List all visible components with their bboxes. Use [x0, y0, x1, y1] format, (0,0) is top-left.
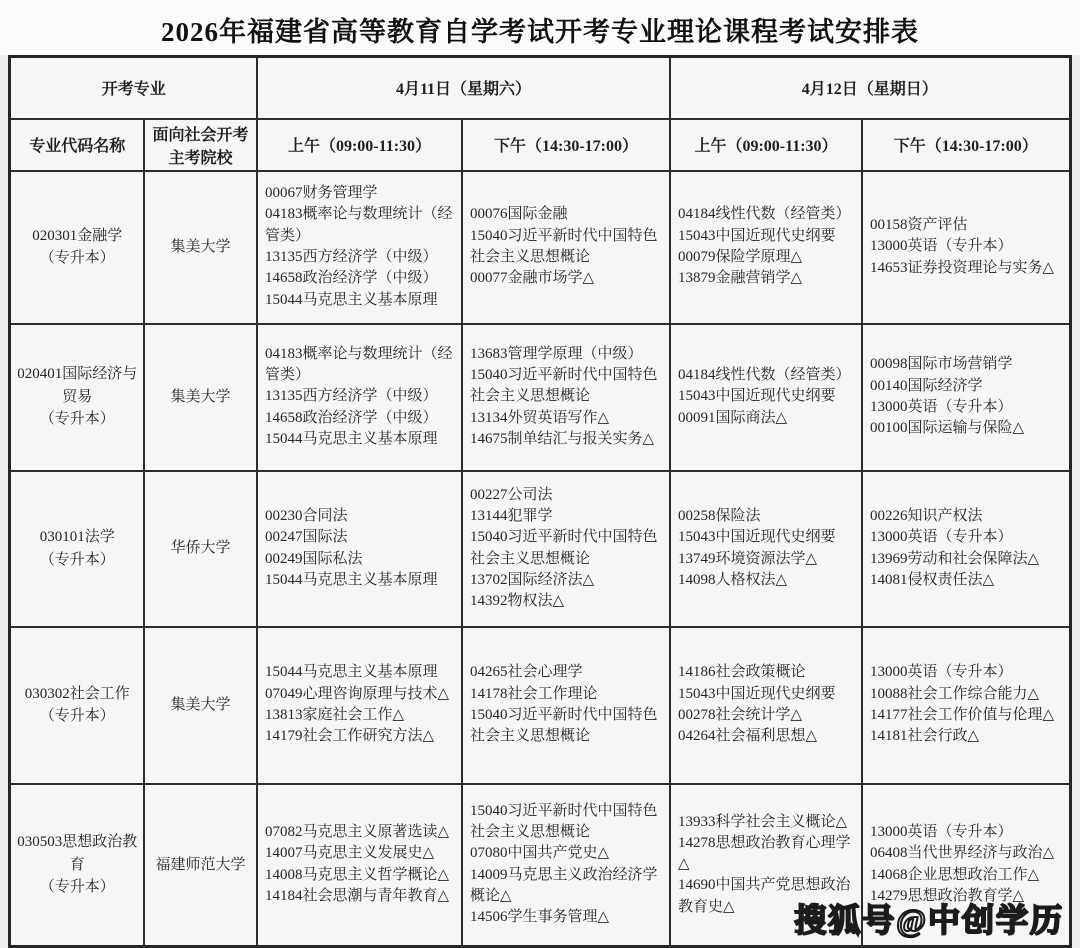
major-name: 020401国际经济与贸易 （专升本）: [10, 324, 144, 471]
table-row-intl-trade: [10, 324, 1070, 471]
school-name: 集美大学: [144, 324, 257, 471]
courses-day1-pm: 15040习近平新时代中国特色社会主义思想概论 07080中国共产党史△ 14009马克思主义政治经济学概论△ 14506学生事务管理△: [462, 784, 670, 947]
major-name: 030302社会工作 （专升本）: [10, 627, 144, 784]
courses-day2-pm: 00226知识产权法 13000英语（专升本） 13969劳动和社会保障法△ 14081侵权责任法△: [862, 471, 1070, 627]
page-title: 2026年福建省高等教育自学考试开考专业理论课程考试安排表: [161, 17, 919, 47]
header-day2: 4月12日（星期日）: [670, 57, 1070, 119]
courses-day1-am: 07082马克思主义原著选读△ 14007马克思主义发展史△ 14008马克思主义哲学概论△ 14184社会思潮与青年教育△: [257, 784, 462, 947]
major-name: 030101法学 （专升本）: [10, 471, 144, 627]
courses-day2-pm: 13000英语（专升本） 06408当代世界经济与政治△ 14068企业思想政治工作△ 14279思想政治教育学△: [862, 784, 1070, 947]
header-school: 面向社会开考 主考院校: [144, 119, 257, 171]
school-name: 福建师范大学: [144, 784, 257, 947]
courses-day1-pm: 13683管理学原理（中级） 15040习近平新时代中国特色社会主义思想概论 13134外贸英语写作△ 14675制单结汇与报关实务△: [462, 324, 670, 471]
header-day1-am: 上午（09:00-11:30）: [257, 119, 462, 171]
courses-day1-am: 04183概率论与数理统计（经管类） 13135西方经济学（中级） 14658政治经济学（中级） 15044马克思主义基本原理: [257, 324, 462, 471]
school-name: 华侨大学: [144, 471, 257, 627]
courses-day2-am: 14186社会政策概论 15043中国近现代史纲要 00278社会统计学△ 04264社会福利思想△: [670, 627, 862, 784]
table-row-social-work: [10, 627, 1070, 784]
exam-schedule-table: [8, 55, 1071, 948]
school-name: 集美大学: [144, 627, 257, 784]
courses-day2-am: 00258保险法 15043中国近现代史纲要 13749环境资源法学△ 14098人格权法△: [670, 471, 862, 627]
courses-day1-am: 15044马克思主义基本原理 07049心理咨询原理与技术△ 13813家庭社会工作△ 14179社会工作研究方法△: [257, 627, 462, 784]
courses-day2-am: 13933科学社会主义概论△ 14278思想政治教育心理学△ 14690中国共产党思想政治教育史△: [670, 784, 862, 947]
table-row-finance: [10, 171, 1070, 324]
major-name: 020301金融学 （专升本）: [10, 171, 144, 324]
header-major-group: 开考专业: [10, 57, 257, 119]
courses-day2-pm: 00098国际市场营销学 00140国际经济学 13000英语（专升本） 00100国际运输与保险△: [862, 324, 1070, 471]
courses-day1-pm: 00076国际金融 15040习近平新时代中国特色社会主义思想概论 00077金融市场学△: [462, 171, 670, 324]
title-band: [0, 0, 1080, 55]
courses-day2-pm: 00158资产评估 13000英语（专升本） 14653证券投资理论与实务△: [862, 171, 1070, 324]
header-day2-pm: 下午（14:30-17:00）: [862, 119, 1070, 171]
header-major-code: 专业代码名称: [10, 119, 144, 171]
major-name: 030503思想政治教育 （专升本）: [10, 784, 144, 947]
sohu-watermark: 搜狐号@中创学历: [794, 902, 1064, 938]
courses-day2-am: 04184线性代数（经管类） 15043中国近现代史纲要 00091国际商法△: [670, 324, 862, 471]
courses-day1-pm: 04265社会心理学 14178社会工作理论 15040习近平新时代中国特色社会主义思想概论: [462, 627, 670, 784]
courses-day2-am: 04184线性代数（经管类） 15043中国近现代史纲要 00079保险学原理△ 13879金融营销学△: [670, 171, 862, 324]
courses-day1-am: 00230合同法 00247国际法 00249国际私法 15044马克思主义基本原理: [257, 471, 462, 627]
table-row-law: [10, 471, 1070, 627]
school-name: 集美大学: [144, 171, 257, 324]
header-day2-am: 上午（09:00-11:30）: [670, 119, 862, 171]
courses-day1-pm: 00227公司法 13144犯罪学 15040习近平新时代中国特色社会主义思想概论 13702国际经济法△ 14392物权法△: [462, 471, 670, 627]
courses-day2-pm: 13000英语（专升本） 10088社会工作综合能力△ 14177社会工作价值与伦理△ 14181社会行政△: [862, 627, 1070, 784]
header-day1: 4月11日（星期六）: [257, 57, 670, 119]
courses-day1-am: 00067财务管理学 04183概率论与数理统计（经管类） 13135西方经济学（中级） 14658政治经济学（中级） 15044马克思主义基本原理: [257, 171, 462, 324]
header-day1-pm: 下午（14:30-17:00）: [462, 119, 670, 171]
